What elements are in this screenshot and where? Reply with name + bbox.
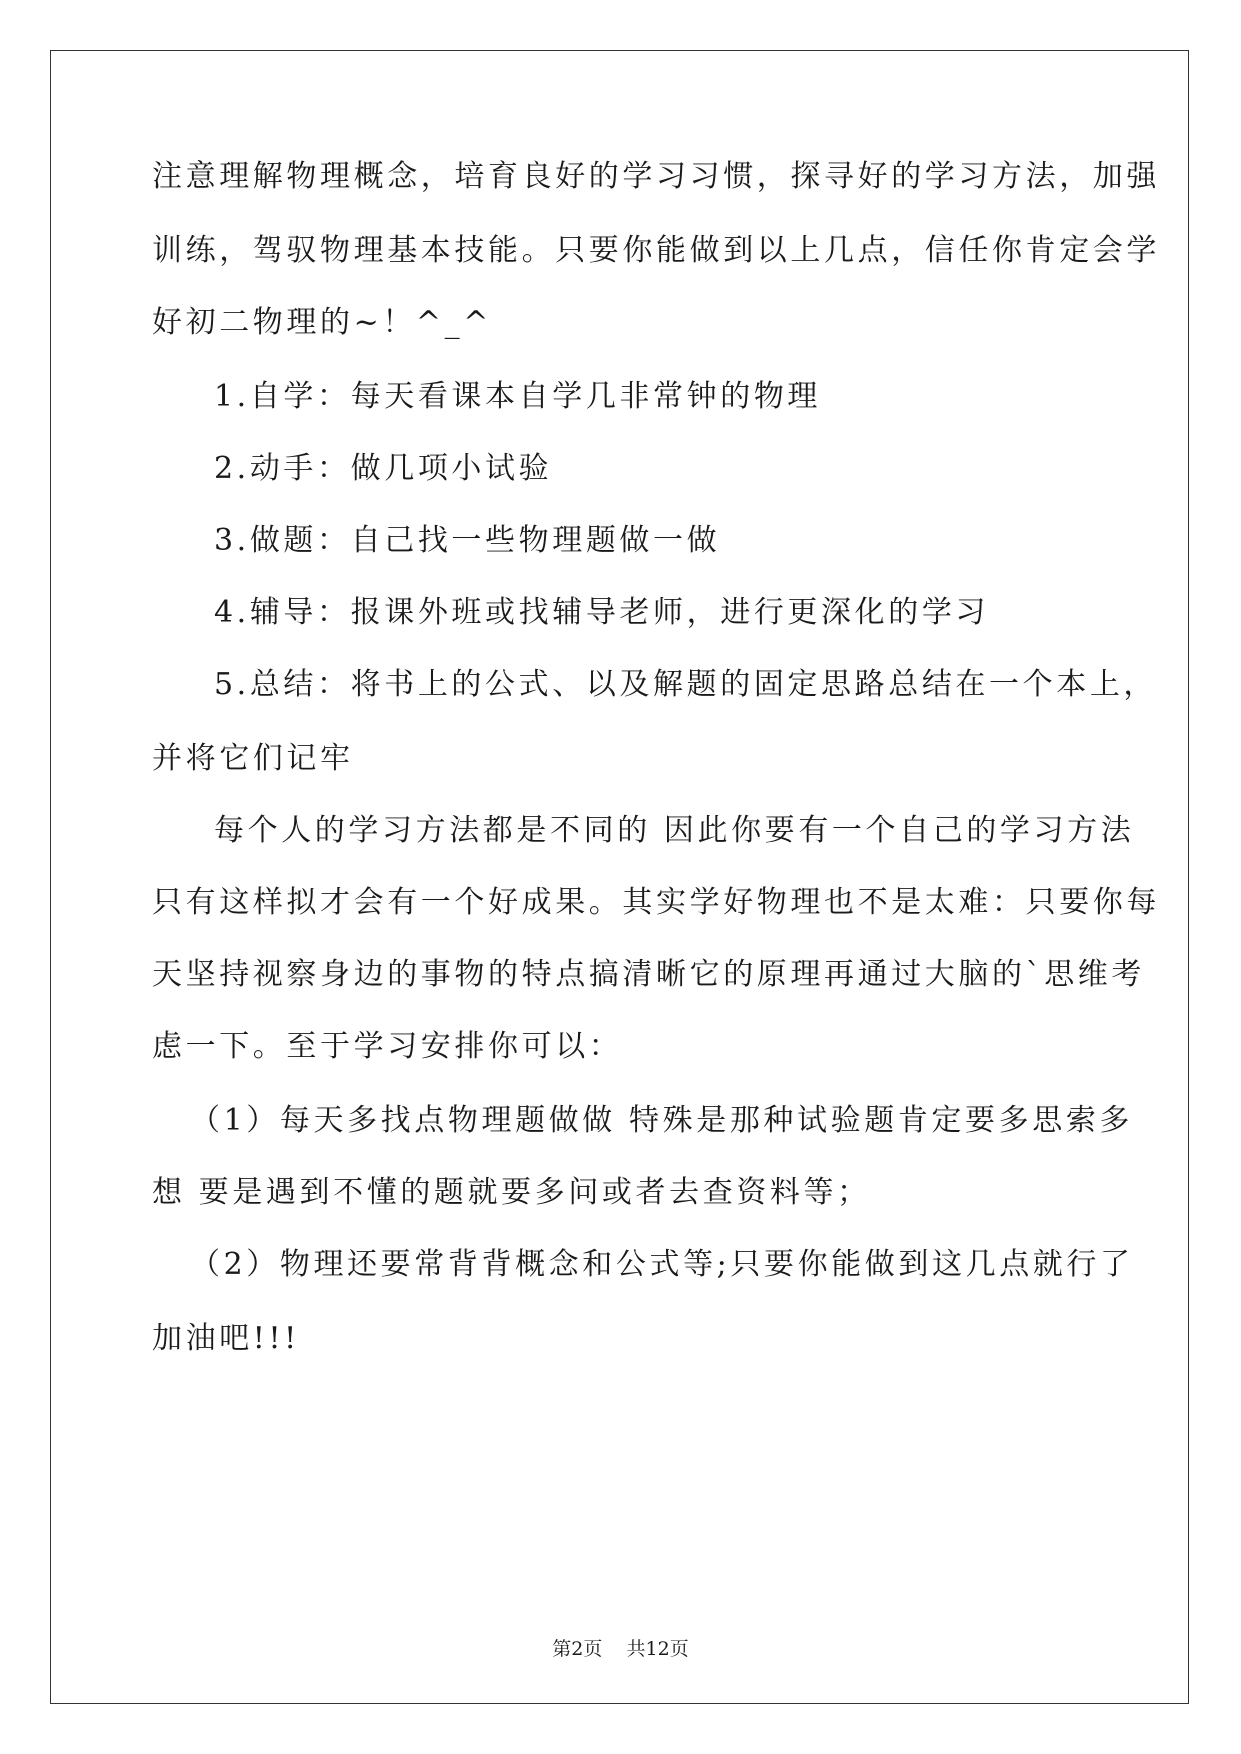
paragraph-line: 想 要是遇到不懂的题就要多问或者去查资料等； <box>152 1175 871 1210</box>
paragraph-line: 并将它们记牢 <box>152 741 354 776</box>
paragraph-line: 好初二物理的~！^_^ <box>152 305 493 340</box>
paragraph-line: 注意理解物理概念，培育良好的学习习惯，探寻好的学习方法，加强 <box>152 159 1160 194</box>
list-item: （1）每天多找点物理题做做 特殊是那种试验题肯定要多思索多 <box>190 1103 1134 1138</box>
list-item: （2）物理还要常背背概念和公式等;只要你能做到这几点就行了 <box>190 1247 1134 1282</box>
paragraph-line: 训练，驾驭物理基本技能。只要你能做到以上几点，信任你肯定会学 <box>152 233 1160 268</box>
page-number: 第2页 <box>552 1638 603 1660</box>
list-item: 4.辅导：报课外班或找辅导老师，进行更深化的学习 <box>214 595 990 630</box>
list-item: 1.自学：每天看课本自学几非常钟的物理 <box>214 379 822 414</box>
list-item: 5.总结：将书上的公式、以及解题的固定思路总结在一个本上， <box>214 667 1158 702</box>
paragraph-line: 只有这样拟才会有一个好成果。其实学好物理也不是太难：只要你每 <box>152 885 1160 920</box>
list-item: 2.动手：做几项小试验 <box>214 451 553 486</box>
paragraph-line: 每个人的学习方法都是不同的 因此你要有一个自己的学习方法 <box>214 813 1135 848</box>
list-item: 3.做题：自己找一些物理题做一做 <box>214 523 721 558</box>
paragraph-line: 虑一下。至于学习安排你可以： <box>152 1029 623 1064</box>
paragraph-line: 加油吧!!! <box>152 1321 300 1356</box>
page-total: 共12页 <box>626 1638 689 1660</box>
page-footer <box>0 1636 1241 1662</box>
paragraph-line: 天坚持视察身边的事物的特点搞清晰它的原理再通过大脑的`思维考 <box>152 957 1145 992</box>
